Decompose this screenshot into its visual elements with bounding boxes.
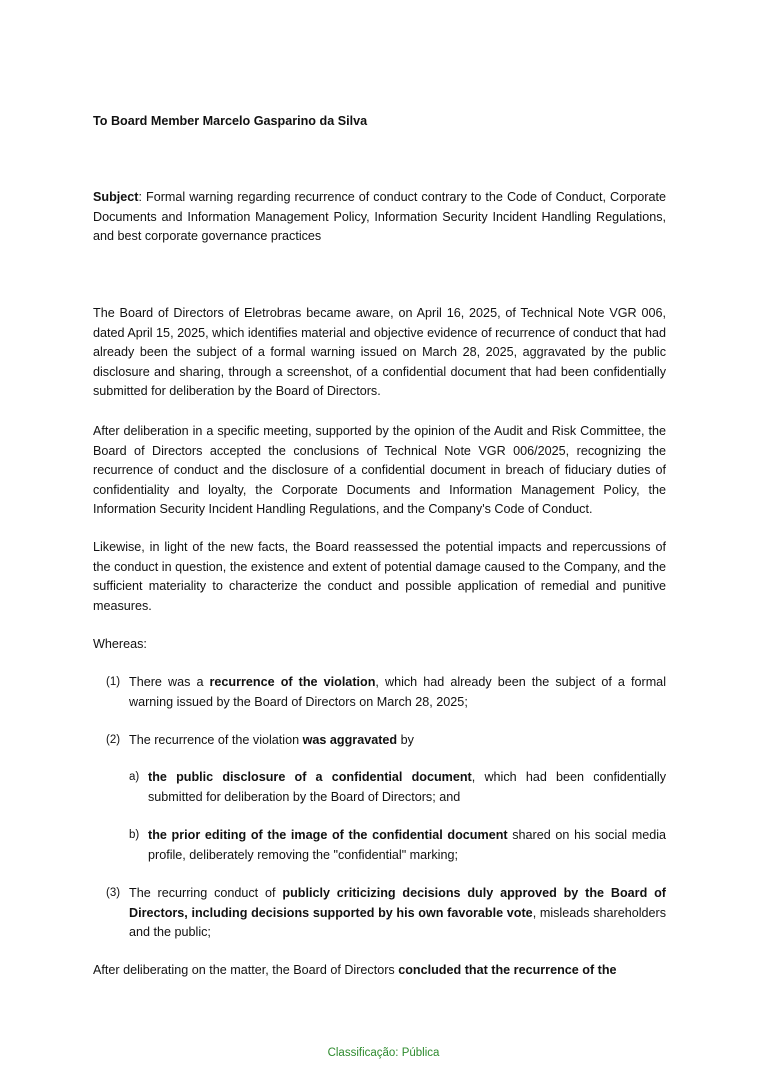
subject-paragraph [93, 188, 666, 247]
list-marker: b) [129, 829, 140, 841]
item-text: , which had already been the subject of a formal warning issued by the Board of Directors on March 28, 2025; [129, 675, 666, 709]
closing-emphasis: concluded that the recurrence of the [398, 963, 617, 977]
addressee: To Board Member Marcelo Gasparino da Silva [93, 114, 368, 128]
item-emphasis: the public disclosure of a confidential document [148, 770, 472, 784]
list-item-2b [148, 826, 666, 865]
item-text: by [397, 733, 414, 747]
paragraph-1: The Board of Directors of Eletrobras became aware, on April 16, 2025, of Technical Note VGR 006, dated April 15, 2025, which identifies material and objective evidence of recurrence of conduct that had already been the subject of a formal warning issued on March 28, 2025, aggravated by the public disclosure and sharing, through a screenshot, of a confidential document that had been confidentially submitted for deliberation by the Board of Directors. [93, 306, 666, 399]
item-text: There was a [129, 675, 210, 689]
item-emphasis: publicly criticizing decisions duly approved by the Board of Directors, including decisions supported by his own favorable vote [129, 886, 666, 920]
item-text: The recurring conduct of [129, 886, 283, 900]
item-emphasis: recurrence of the violation [209, 675, 376, 689]
item-text: shared on his social media profile, deliberately removing the "confidential" marking; [148, 828, 667, 862]
item-text: The recurrence of the violation [129, 733, 303, 747]
classification-footer: Classificação: Pública [327, 1047, 440, 1059]
list-item-2 [129, 731, 666, 751]
item-text: , which had been confidentially submitted for deliberation by the Board of Directors; and [148, 770, 667, 804]
list-item-3 [129, 884, 666, 943]
closing-text: After deliberating on the matter, the Board of Directors [93, 963, 399, 977]
subject-text: : Formal warning regarding recurrence of conduct contrary to the Code of Conduct, Corporate Documents and Information Management Policy, Information Security Incident Handling Regulations, and best corporate governance practices [93, 190, 666, 244]
item-emphasis: the prior editing of the image of the confidential document [148, 828, 508, 842]
list-item-1 [129, 673, 666, 712]
item-text: , misleads shareholders and the public; [129, 905, 667, 940]
list-marker: (3) [106, 887, 121, 899]
subject-label: Subject [93, 190, 139, 204]
closing-paragraph [93, 961, 666, 981]
paragraph-3: Likewise, in light of the new facts, the Board reassessed the potential impacts and repercussions of the conduct in question, the existence and extent of potential damage caused to the Company, and the sufficient materiality to characterize the conduct and possible application of remedial and punitive measures. [93, 540, 666, 613]
list-item-2a [148, 768, 666, 807]
list-marker: (2) [106, 734, 121, 746]
list-marker: a) [129, 771, 140, 783]
paragraph-2: After deliberation in a specific meeting, supported by the opinion of the Audit and Risk Committee, the Board of Directors accepted the conclusions of Technical Note VGR 006/2025, recognizing the recurrence of conduct and the disclosure of a confidential document in breach of fiduciary duties of confidentiality and loyalty, the Corporate Documents and Information Management Policy, the Information Security Incident Handling Regulations, and the Company's Code of Conduct. [93, 424, 666, 517]
item-emphasis: was aggravated [302, 733, 398, 747]
whereas-heading: Whereas: [93, 637, 147, 651]
list-marker: (1) [106, 676, 121, 688]
